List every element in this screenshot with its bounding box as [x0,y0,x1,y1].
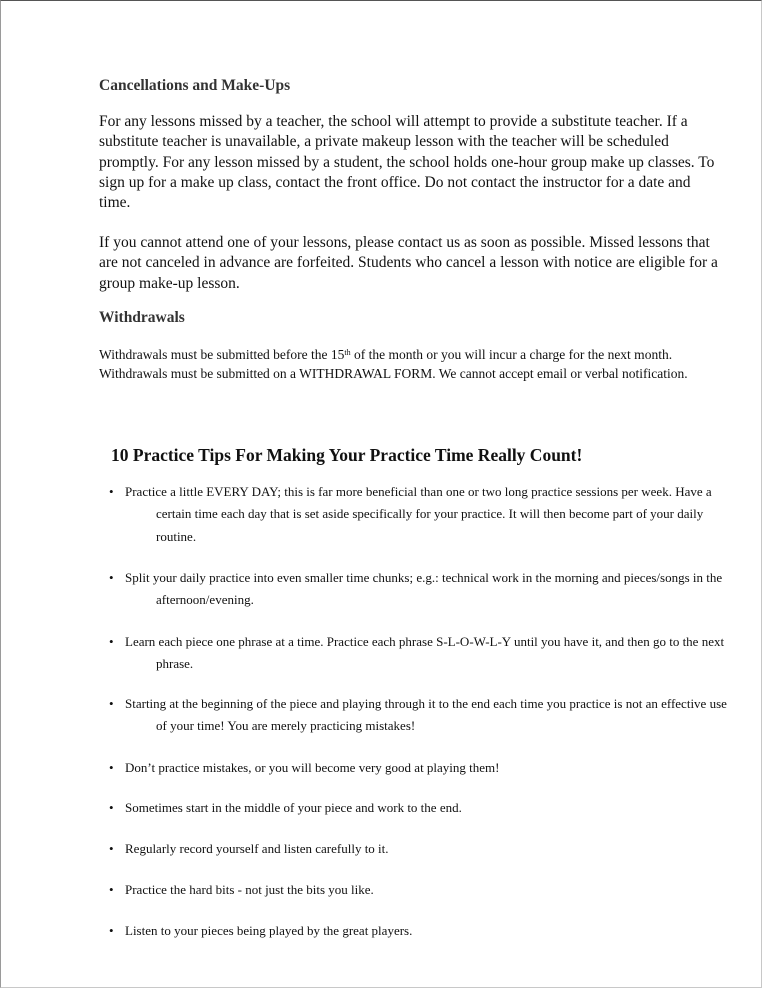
tip-text: Don’t practice mistakes, or you will become very good at playing them! [125,760,500,775]
tip-text: Split your daily practice into even smaller time chunks; e.g.: technical work in the morning and pieces/songs in the afternoon/evening. [125,570,723,608]
bullet-icon: • [109,696,114,711]
tip-item [109,879,729,901]
tip-text: Practice a little EVERY DAY; this is far more beneficial than one or two long practice sessions per week. Have a certain time each day that is set aside specifically for your practice. It will then become part of your daily routine. [125,484,712,544]
tip-item [109,797,729,819]
tip-text: Sometimes start in the middle of your piece and work to the end. [125,800,462,815]
withdrawals-text-after: of the month or you will incur a charge for the next month. Withdrawals must be submitted on a WITHDRAWAL FORM. We cannot accept email or verbal notification. [99,347,688,381]
tip-item [109,631,729,676]
tip-item [109,693,729,738]
bullet-icon: • [109,484,114,499]
tip-item [109,481,729,548]
tips-title: 10 Practice Tips For Making Your Practice Time Really Count! [111,445,583,465]
withdrawals-text-before: Withdrawals must be submitted before the 15 [99,347,345,362]
tip-item [109,838,729,860]
tip-item [109,920,729,942]
bullet-icon: • [109,882,114,897]
bullet-icon: • [109,570,114,585]
bullet-icon: • [109,760,114,775]
cancellations-paragraph-1: For any lessons missed by a teacher, the school will attempt to provide a substitute teacher. If a substitute teacher is unavailable, a private makeup lesson with the teacher will be scheduled promptly. For any lesson missed by a student, the school holds one-hour group make up classes. To sign up for a make up class, contact the front office. Do not contact the instructor for a date and time. [99,113,715,212]
tip-item [109,757,729,779]
tip-text: Regularly record yourself and listen carefully to it. [125,841,389,856]
withdrawals-superscript: th [344,348,351,357]
bullet-icon: • [109,923,114,938]
tip-text: Practice the hard bits - not just the bits you like. [125,882,374,897]
withdrawals-heading: Withdrawals [99,309,185,326]
tip-text: Learn each piece one phrase at a time. Practice each phrase S-L-O-W-L-Y until you have it, and then go to the next phrase. [125,634,725,672]
withdrawals-paragraph [99,343,719,383]
cancellations-paragraph-2: If you cannot attend one of your lessons, please contact us as soon as possible. Missed lessons that are not canceled in advance are forfeited. Students who cancel a lesson with notice are eligible for a group make-up lesson. [99,234,718,292]
tip-item [109,567,729,612]
tip-text: Listen to your pieces being played by the great players. [125,923,413,938]
bullet-icon: • [109,800,114,815]
cancellations-heading: Cancellations and Make-Ups [99,77,291,94]
bullet-icon: • [109,634,114,649]
bullet-icon: • [109,841,114,856]
tip-text: Starting at the beginning of the piece and playing through it to the end each time you practice is not an effective use of your time! You are merely practicing mistakes! [125,696,727,734]
